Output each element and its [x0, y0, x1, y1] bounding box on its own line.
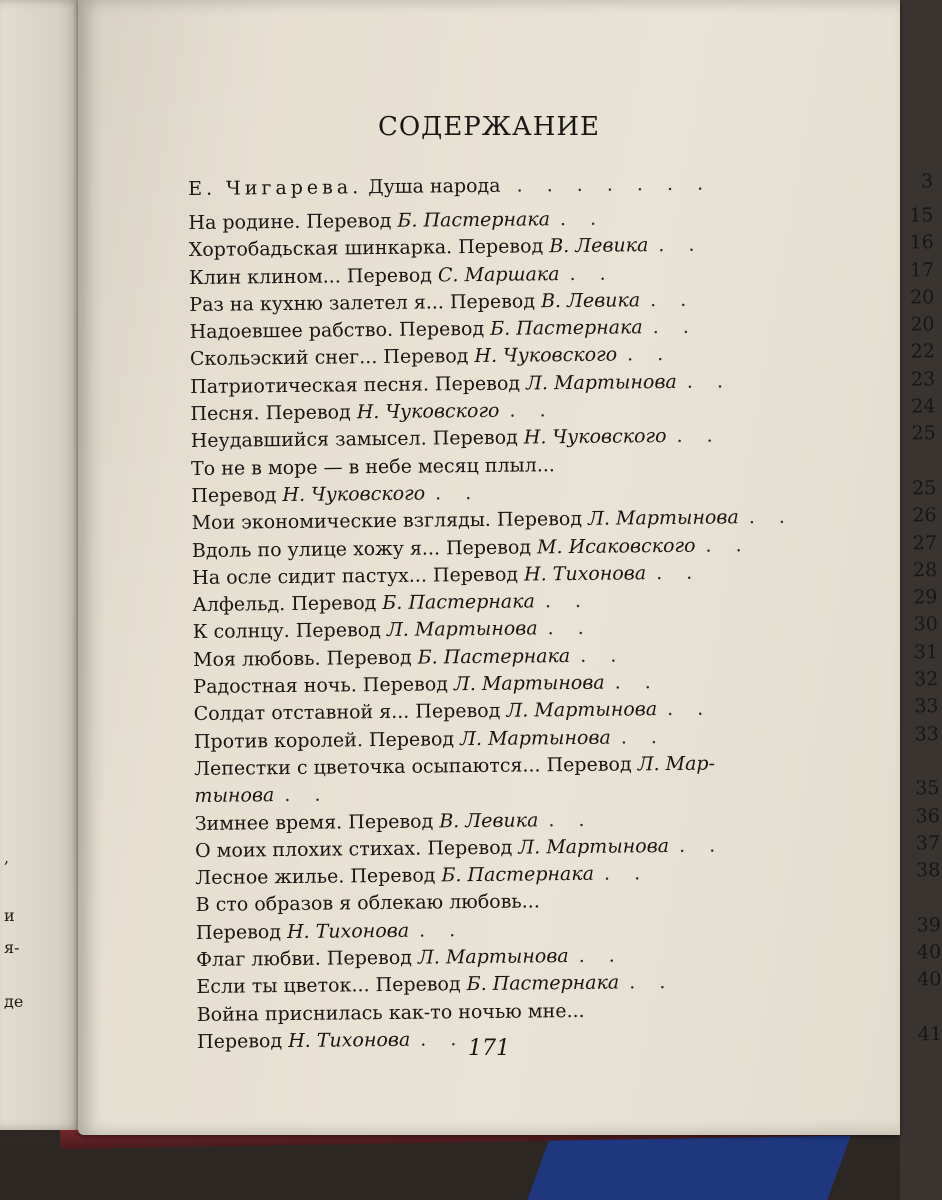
entry-page: 33: [914, 695, 939, 718]
entry-page: 40: [917, 968, 942, 991]
previous-page-edge: [0, 0, 82, 1130]
entry-translator: Н. Чуковского: [356, 399, 500, 424]
leader-dots: . .: [284, 783, 330, 807]
entry-title: Флаг любви. Перевод: [196, 946, 419, 971]
entry-title: Клин клином... Перевод: [188, 263, 439, 289]
entry-title: Песня. Перевод: [190, 401, 357, 426]
leader-dots: . .: [748, 505, 794, 529]
page-heading: СОДЕРЖАНИЕ: [377, 112, 601, 142]
entry-translator: Н. Чуковского: [474, 344, 618, 368]
entry-title: Моя любовь. Перевод: [192, 646, 418, 671]
entry-translator: В. Левика: [549, 234, 649, 258]
entry-title: Если ты цветок... Перевод: [196, 973, 467, 999]
entry-page: 30: [913, 613, 938, 636]
entry-translator: Б. Пастернака: [466, 971, 620, 996]
entry-title: Неудавшийся замысел. Перевод: [190, 426, 524, 453]
entry-page: 29: [913, 586, 938, 609]
entry-page: 36: [915, 804, 940, 827]
entry-page: 26: [912, 504, 937, 527]
leader-dots: . . . . . . .: [516, 172, 713, 197]
leader-dots: . .: [420, 1028, 466, 1051]
entry-translator: Б. Пастернака: [397, 208, 551, 232]
entry-title: Надоевшее рабство. Перевод: [189, 318, 491, 344]
leader-dots: . .: [547, 617, 593, 640]
entry-page: 38: [916, 859, 941, 882]
leader-dots: . .: [614, 671, 660, 694]
entry-page: 33: [914, 722, 939, 746]
entry-translator: Б. Пастернака: [417, 644, 571, 669]
entry-translator: Н. Чуковского: [523, 425, 667, 449]
entry-translator: Л. Мартынова: [459, 726, 611, 750]
leader-dots: . .: [667, 697, 713, 721]
entry-translator: В. Левика: [540, 289, 641, 313]
entry-translator: тынова: [194, 784, 275, 808]
intro-author: Е. Чигарева.: [188, 176, 363, 200]
intro-page: 3: [920, 170, 934, 193]
entry-page: 31: [913, 640, 939, 664]
entry-translator: Л. Мар-: [637, 752, 716, 776]
entry-title: Перевод: [195, 920, 288, 944]
entry-translator: Н. Тихонова: [523, 562, 647, 586]
entry-title: Радостная ночь. Перевод: [193, 673, 455, 699]
entry-page: 25: [911, 422, 936, 445]
entry-translator: Б. Пастернака: [382, 590, 535, 615]
leader-dots: . .: [650, 288, 696, 312]
entry-translator: Л. Мартынова: [587, 506, 739, 531]
left-page-fragment: де: [4, 992, 24, 1011]
entry-title: Зимнее время. Перевод: [194, 809, 440, 835]
entry-title: Лесное жилье. Перевод: [195, 864, 442, 890]
table-of-contents: [188, 168, 942, 1056]
entry-title: Вдоль по улице хожу я... Перевод: [191, 535, 538, 562]
leader-dots: . .: [705, 533, 751, 557]
entry-title: Солдат отставной я... Перевод: [193, 700, 507, 726]
leader-dots: . .: [676, 424, 722, 448]
entry-page: 37: [915, 831, 941, 855]
entry-title: Раз на кухню залетел я... Перевод: [189, 290, 542, 316]
entry-translator: Л. Мартынова: [506, 698, 658, 723]
entry-page: 40: [916, 941, 942, 964]
entry-title: Скольэский снег... Перевод: [189, 345, 475, 371]
entry-page: 20: [910, 313, 935, 336]
entry-title: На родине. Перевод: [188, 209, 398, 234]
entry-title: Хортобадьская шинкарка. Перевод: [188, 235, 550, 262]
entry-translator: Б. Пастернака: [490, 316, 643, 341]
entry-page: 41: [917, 1023, 942, 1046]
leader-dots: . .: [548, 808, 594, 831]
entry-title: Война приснилась как-то ночью мне...: [196, 999, 585, 1026]
entry-page: 15: [909, 204, 934, 227]
leader-dots: . .: [656, 561, 702, 584]
leader-dots: . .: [544, 589, 591, 613]
leader-dots: . .: [603, 862, 650, 885]
leader-dots: . .: [652, 315, 698, 339]
leader-dots: . .: [435, 481, 481, 505]
leader-dots: . .: [620, 725, 667, 749]
leader-dots: . .: [418, 918, 465, 942]
leader-dots: . .: [578, 944, 624, 967]
entry-page: 32: [914, 668, 939, 691]
entry-translator: М. Исаковского: [536, 534, 696, 558]
entry-translator: Л. Мартынова: [453, 671, 605, 696]
entry-title: На осле сидит пастух... Перевод: [192, 563, 525, 589]
entry-title: В сто образов я облекаю любовь...: [195, 890, 540, 917]
entry-page: 17: [909, 258, 935, 282]
leader-dots: . .: [658, 233, 704, 257]
intro-title: Душа народа: [368, 174, 501, 199]
entry-title: О моих плохих стихах. Перевод: [194, 836, 519, 862]
entry-translator: С. Маршака: [437, 262, 560, 286]
toc-entries: [188, 202, 942, 1056]
entry-translator: Н. Тихонова: [288, 1028, 411, 1052]
entry-translator: Л. Мартынова: [417, 945, 569, 969]
entry-title: К солнцу. Перевод: [192, 619, 388, 644]
entry-page: 35: [915, 777, 940, 800]
entry-page: 25: [912, 477, 937, 500]
entry-title: Лепестки с цветочка осыпаются... Перевод: [194, 753, 638, 780]
entry-page: 20: [910, 286, 935, 309]
entry-title: Патриотическая песня. Перевод: [190, 372, 527, 398]
page-number: 171: [468, 1036, 510, 1061]
entry-title: Перевод: [191, 483, 283, 507]
entry-translator: Н. Чуковского: [282, 482, 426, 506]
leader-dots: . .: [559, 207, 606, 231]
leader-dots: . .: [509, 399, 555, 422]
entry-title: То не в море — в небе месяц плыл...: [190, 453, 556, 480]
blue-object: [527, 1130, 852, 1200]
leader-dots: . .: [569, 262, 615, 285]
entry-translator: Н. Тихонова: [286, 919, 410, 943]
left-page-fragment: ,: [4, 848, 10, 867]
entry-page: 39: [916, 913, 941, 937]
entry-translator: Б. Пастернака: [441, 862, 595, 887]
leader-dots: . .: [678, 834, 725, 857]
entry-translator: Л. Мартынова: [386, 617, 538, 642]
book-page: [78, 0, 942, 1135]
entry-translator: Л. Мартынова: [525, 370, 677, 395]
entry-page: 24: [911, 395, 936, 418]
entry-page: 22: [910, 340, 935, 363]
entry-translator: Л. Мартынова: [518, 834, 670, 859]
entry-title: Мои экономические взгляды. Перевод: [191, 508, 589, 535]
entry-title: Перевод: [196, 1029, 289, 1053]
entry-page: 28: [912, 559, 938, 582]
entry-translator: В. Левика: [439, 808, 539, 832]
entry-title: Алфельд. Перевод: [192, 592, 383, 617]
entry-page: 27: [912, 531, 937, 554]
leader-dots: . .: [686, 370, 733, 393]
leader-dots: . .: [627, 343, 673, 366]
leader-dots: . .: [629, 971, 675, 994]
entry-title: Против королей. Перевод: [193, 727, 461, 753]
left-page-fragment: и: [4, 906, 15, 925]
leader-dots: . .: [580, 644, 626, 667]
entry-page: 16: [909, 231, 934, 254]
entry-page: 23: [910, 367, 936, 391]
left-page-fragment: я-: [4, 938, 20, 957]
